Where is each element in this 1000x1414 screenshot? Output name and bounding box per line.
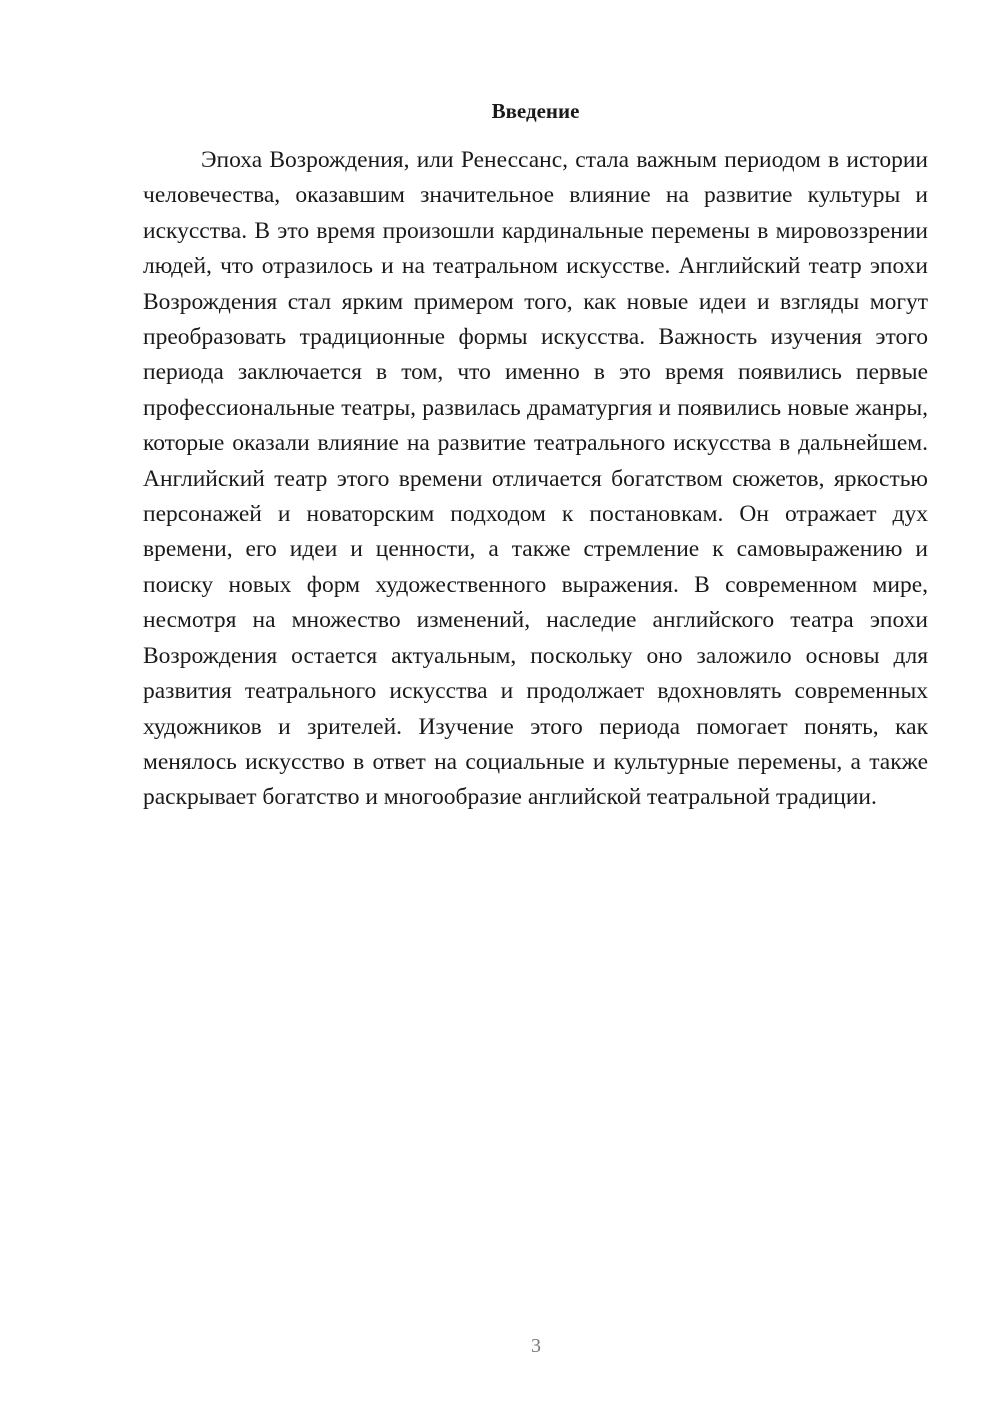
page-number: 3 [531, 1335, 541, 1357]
section-heading: Введение [491, 99, 580, 123]
body-paragraph: Эпоха Возрождения, или Ренессанс, стала важным периодом в истории человечества, оказавшим значительное влияние на развитие культуры и искусства. В это время произошли кардинальные перемены в мировоззрении людей, что отразилось и на театральном искусстве. Английский театр эпохи Возрождения стал ярким примером того, как новые идеи и взгляды могут преобразовать традиционные формы искусства. Важность изучения этого периода заключается в том, что именно в это время появились первые профессиональные театры, развилась драматургия и появились новые жанры, которые оказали влияние на развитие театрального искусства в дальнейшем. Английский театр этого времени отличается богатством сюжетов, яркостью персонажей и новаторским подходом к постановкам. Он отражает дух времени, его идеи и ценности, а также стремление к самовыражению и поиску новых форм художественного выражения. В современном мире, несмотря на множество изменений, наследие английского театра эпохи Возрождения остается актуальным, поскольку оно заложило основы для развития театрального искусства и продолжает вдохновлять современных художников и зрителей. Изучение этого периода помогает понять, как менялось искусство в ответ на социальные и культурные перемены, а также раскрывает богатство и многообразие английской театральной традиции. [143, 147, 928, 811]
